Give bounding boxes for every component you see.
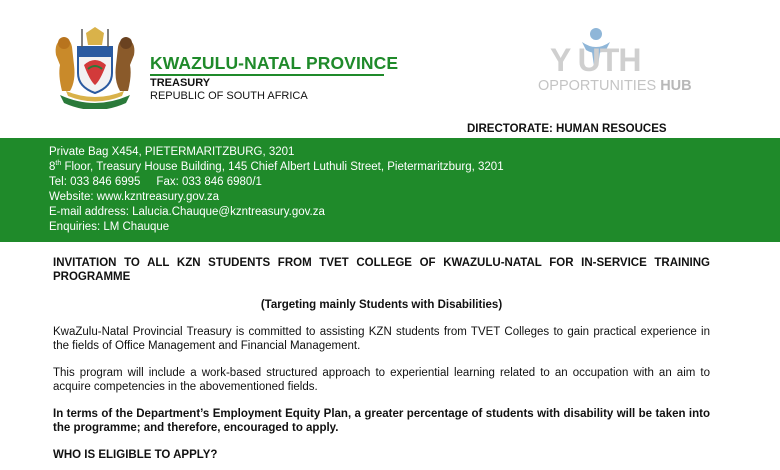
postal-address: Private Bag X454, PIETERMARITZBURG, 3201 [49,146,295,158]
coat-of-arms-icon [52,25,138,109]
letterhead [0,0,780,138]
country-name: REPUBLIC OF SOUTH AFRICA [150,90,308,102]
website: Website: www.kzntreasury.gov.za [49,191,220,203]
street-address: 8th Floor, Treasury House Building, 145 Chief Albert Luthuli Street, Pietermaritzburg, 3201 [49,160,504,173]
paragraph-equity: In terms of the Department’s Employment Equity Plan, a greater percentage of students with disability will be taken into the programme; and therefore, encouraged to apply. [53,408,710,434]
invitation-subtitle: (Targeting mainly Students with Disabilities) [260,299,503,311]
logo-wordmark-bottom: OPPORTUNITIES HUB [538,78,692,94]
youth-opportunities-hub-logo [538,26,698,96]
enquiries: Enquiries: LM Chauque [49,221,170,233]
invitation-title: INVITATION TO ALL KZN STUDENTS FROM TVET COLLEGE OF KWAZULU-NATAL FOR IN-SERVICE TRAINING PROGRAMME [53,257,710,283]
eligibility-heading: WHO IS ELIGIBLE TO APPLY? [53,449,218,461]
province-underline [150,74,384,76]
province-name: KWAZULU-NATAL PROVINCE [150,53,399,73]
department-name: TREASURY [150,77,211,89]
letter-body [53,256,710,462]
email-address: E-mail address: Lalucia.Chauque@kzntreasury.gov.za [49,206,325,218]
paragraph-program: This program will include a work-based structured approach to experiential learning related to an occupation with an aim to acquire competencies in the abovementioned fields. [53,367,710,393]
logo-wordmark-top: Y UTH [550,42,641,78]
directorate-label: DIRECTORATE: HUMAN RESOUCES [467,123,667,135]
contact-banner [0,138,780,242]
phone-fax: Tel: 033 846 6995 Fax: 033 846 6980/1 [49,176,262,188]
paragraph-commitment: KwaZulu-Natal Provincial Treasury is committed to assisting KZN students from TVET Colleges to gain practical experience in the fields of Office Management and Financial Management. [53,326,710,352]
